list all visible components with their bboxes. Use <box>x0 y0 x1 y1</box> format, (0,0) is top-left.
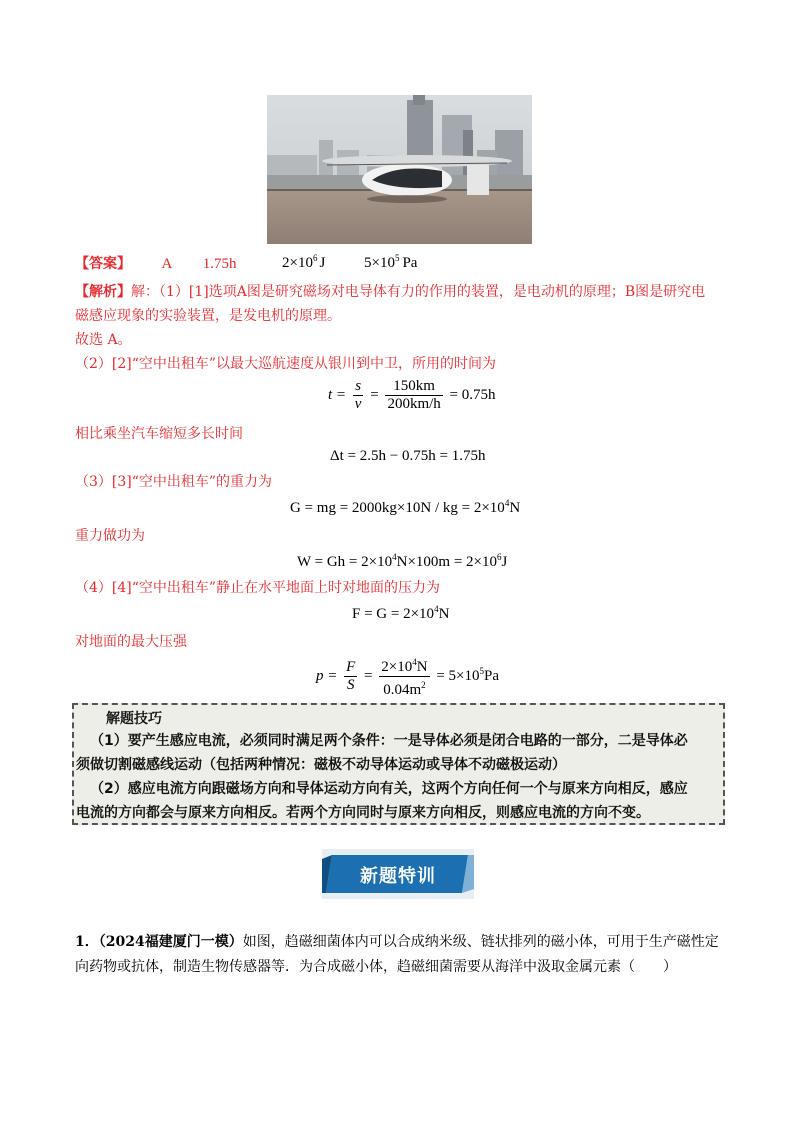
answer-label: 【答案】 <box>75 256 131 272</box>
air-taxi-photo <box>267 95 532 244</box>
analysis-p1c: 故选 A。 <box>75 332 132 348</box>
answer-pressure: $5\times 10^5$ Pa <box>364 253 418 271</box>
banner-title: 新题特训 <box>360 866 436 887</box>
analysis-p2: （2）[2]“空中出租车”以最大巡航速度从银川到中卫，所用的时间为 <box>75 356 497 372</box>
tips-title: 解题技巧 <box>106 711 162 727</box>
formula-delta-t: Δt = 2.5h − 0.75h = 1.75h <box>330 448 486 464</box>
question-1-line-1 <box>75 932 719 952</box>
question-text-1: 如图，趋磁细菌体内可以合成纳米级、链状排列的磁小体，可用于生产磁性定 <box>242 934 719 950</box>
section-banner <box>322 849 474 899</box>
analysis-p7: 对地面的最大压强 <box>75 634 187 650</box>
answer-time: 1.75h <box>202 256 237 272</box>
formula-pressure: p = $\frac{F}{S}$ = $\frac{2\times 10^4N}{0.04m^2}$ = $5\times 10^5Pa$ <box>316 654 499 699</box>
formula-gravity: G = mg = 2000kg×10N / kg = $2\times 10^4N$ <box>290 498 521 516</box>
analysis-label: 【解析】 <box>75 284 131 300</box>
tips-line-1: （1）要产生感应电流，必须同时满足两个条件：一是导体必须是闭合电路的一部分，二是导体必 <box>90 733 688 749</box>
tips-line-3: （2）感应电流方向跟磁场方向和导体运动方向有关，这两个方向任何一个与原来方向相反，感应 <box>90 781 688 797</box>
analysis-p3: 相比乘坐汽车缩短多长时间 <box>75 426 243 442</box>
analysis-p1a <box>75 282 705 302</box>
question-number: 1． <box>75 934 99 950</box>
formula-force: $F = G = 2\times 10^4N$ <box>352 604 450 622</box>
analysis-text-1: 解：（1）[1]选项A图是研究磁场对电导体有力的作用的装置，是电动机的原理；B图是研究电 <box>131 284 706 300</box>
answer-line <box>75 254 237 274</box>
question-1-line-2: 向药物或抗体，制造生物传感器等．为合成磁小体，趋磁细菌需要从海洋中汲取金属元素（ ） <box>75 959 677 975</box>
formula-work: $W = Gh = 2\times 10^4N\times 100m = 2\times 10^6J$ <box>297 552 508 570</box>
analysis-p1b: 磁感应现象的实验装置，是发电机的原理。 <box>75 308 341 324</box>
analysis-p6: （4）[4]“空中出租车”静止在水平地面上时对地面的压力为 <box>75 580 441 596</box>
question-source: （2024福建厦门一模） <box>98 934 243 950</box>
answer-work: $2\times 10^6$ J <box>282 253 326 271</box>
tips-line-2: 须做切割磁感线运动（包括两种情况：磁极不动导体运动或导体不动磁极运动） <box>76 757 566 773</box>
analysis-p5: 重力做功为 <box>75 528 145 544</box>
tips-line-4: 电流的方向都会与原来方向相反。若两个方向同时与原来方向相反，则感应电流的方向不变。 <box>76 805 650 821</box>
answer-a: A <box>161 256 173 272</box>
formula-time: t = $\frac{s}{v}$ = $\frac{150km}{200km/h}$ = 0.75h <box>328 378 496 412</box>
tips-box <box>72 703 725 825</box>
analysis-p4: （3）[3]“空中出租车”的重力为 <box>75 474 273 490</box>
